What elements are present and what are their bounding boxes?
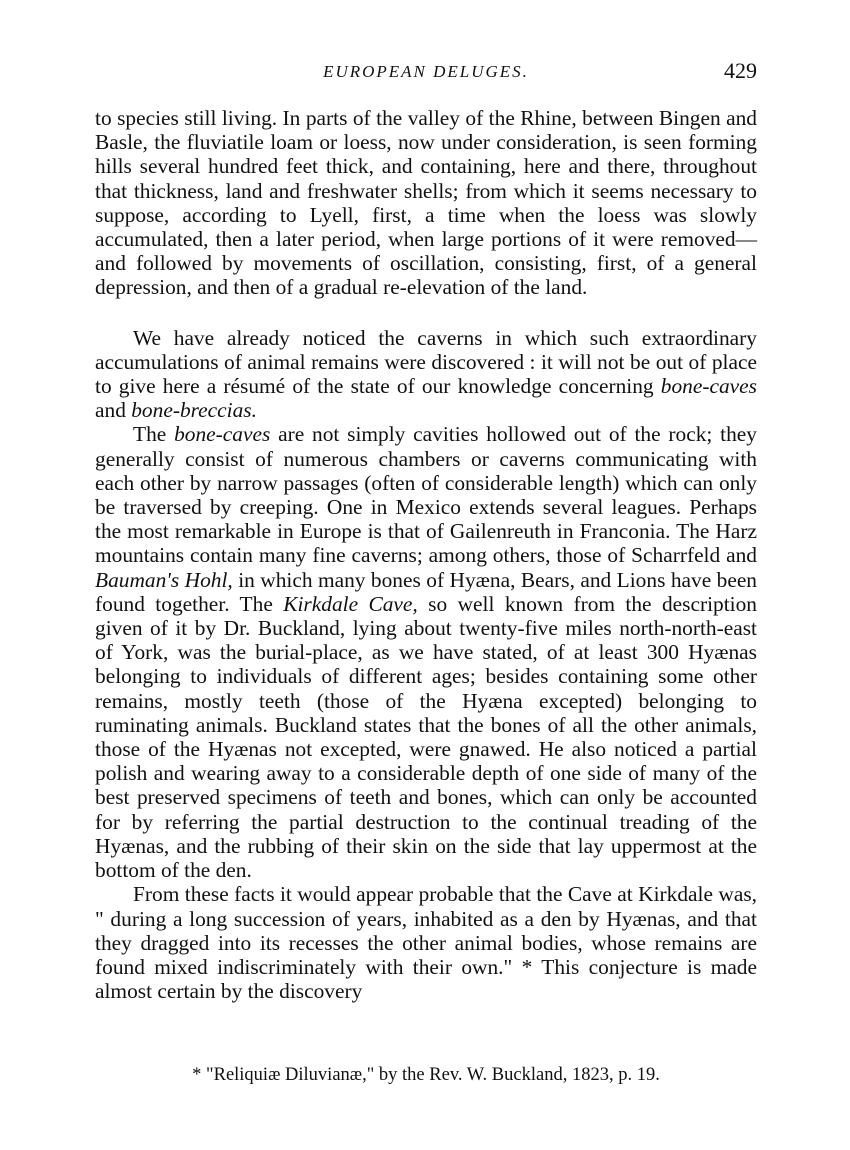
text-run: to species still living. In parts of the valley of the Rhine, between Bingen and Basle, the fluviatile loam or loess, now under consideration, is seen forming hills several hundred feet thick, and containing, here and there, throughout that thickness, land and freshwater shells; from which it seems necessary to suppose, according to Lyell, first, a time when the loess was slowly accumulated, then a later period, when large portions of it were removed—and followed by movements of oscillation, consisting, first, of a general depression, and then of a gradual re-elevation of the land. xyxy=(95,106,757,300)
paragraph xyxy=(95,882,757,1003)
paragraph xyxy=(95,326,757,423)
italic-term: Bauman's Hohl, xyxy=(95,567,233,592)
paragraph xyxy=(95,422,757,882)
text-run: so well known from the description given of it by Dr. Buckland, lying about twenty-five miles north-north-east of York, was the burial-place, as we have stated, of at least 300 Hyænas belonging to individuals of different ages; besides containing some other remains, mostly teeth (those of the Hyæna excepted) belonging to ruminating animals. Buckland states that the bones of all the other animals, those of the Hyænas not excepted, were gnawed. He also noticed a partial polish and wearing away to a considerable depth of one side of many of the best preserved specimens of teeth and bones, which can only be accounted for by referring the partial destruction to the continual treading of the Hyænas, and the rubbing of their skin on the side that lay uppermost at the bottom of the den. xyxy=(95,591,757,883)
text-run: and xyxy=(95,398,132,423)
text-run: From these facts it would appear probable that the Cave at Kirkdale was, " during a long succession of years, inhabited as a den by Hyænas, and that they dragged into its recesses the other animal bodies, whose remains are found mixed indiscriminately with their own." * This conjecture is made almost certain by the discovery xyxy=(95,882,757,1004)
footnote: * "Reliquiæ Diluvianæ," by the Rev. W. Buckland, 1823, p. 19. xyxy=(192,1065,660,1085)
text-run: We have already noticed the caverns in which such extraordinary accumulations of animal remains were discovered : it will not be out of place to give here a résumé of the state of our knowledge concerning xyxy=(95,325,757,399)
italic-term: Kirkdale Cave, xyxy=(283,591,418,616)
running-title: EUROPEAN DELUGES. xyxy=(323,62,529,81)
page-number: 429 xyxy=(724,58,757,83)
page xyxy=(95,56,757,1003)
section-gap xyxy=(95,300,757,326)
text-run: are not simply cavities hollowed out of the rock; they generally consist of numerous chambers or caverns communicating with each other by narrow passages (often of considerable length) which can only be traversed by creeping. One in Mexico extends several leagues. Perhaps the most remarkable in Europe is that of Gailenreuth in Franconia. The Harz mountains contain many fine caverns; among others, those of Scharrfeld and xyxy=(95,422,757,568)
paragraph xyxy=(95,106,757,300)
italic-term: bone-caves xyxy=(174,422,271,447)
body-text xyxy=(95,106,757,1003)
italic-term: bone-caves xyxy=(660,374,757,399)
text-run: The xyxy=(133,422,175,447)
italic-term: bone-breccias. xyxy=(131,398,257,423)
running-head xyxy=(95,56,757,92)
text-run: in which many bones of Hyæna, Bears, and Lions have been found together. The xyxy=(95,567,758,616)
